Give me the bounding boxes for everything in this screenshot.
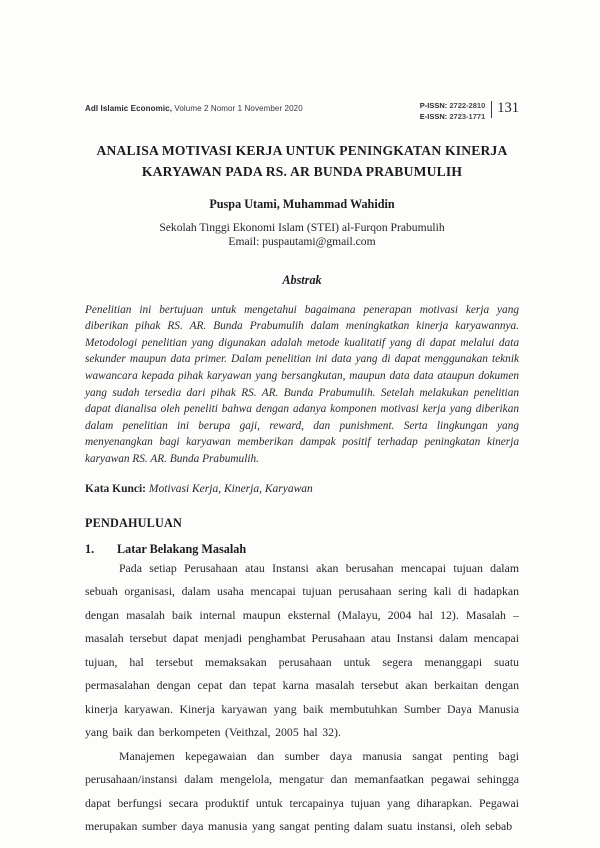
- abstract-text: Penelitian ini bertujuan untuk mengetahui bagaimana penerapan motivasi kerja yang diberikan pihak RS. AR. Bunda Prabumulih dalam meningkatkan kinerja karyawannya. Metodologi penelitian yang digunakan adalah metode kualitatif yang di dapat melalui data sekunder maupun data primer. Dalam penelitian ini data yang di dapat menggunakan teknik wawancara kepada pihak karyawan yang bersangkutan, maupun data data ataupun dokumen yang sudah tersedia dari pihak RS. AR. Bunda Prabumulih. Setelah melakukan penelitian dapat dianalisa oleh peneliti bahwa dengan adanya komponen motivasi kerja yang diberikan dalam penelitian ini berupa gaji, reward, dan punishment. Serta lingkungan yang menyenangkan bagi karyawan memberikan dampak positif terhadap peningkatan kinerja karyawan RS. AR. Bunda Prabumulih.: [85, 303, 519, 465]
- subsection-heading: [85, 542, 519, 557]
- affiliation: Sekolah Tinggi Ekonomi Islam (STEI) al-Furqon Prabumulih: [159, 220, 445, 234]
- issn-block: [420, 100, 519, 123]
- paper-title: ANALISA MOTIVASI KERJA UNTUK PENINGKATAN KINERJA KARYAWAN PADA RS. AR BUNDA PRABUMULIH: [96, 142, 508, 179]
- journal-issue: Volume 2 Nomor 1 November 2020: [174, 104, 303, 113]
- p-issn-line: [420, 100, 485, 111]
- issn-lines: [420, 100, 485, 123]
- keywords-value: Motivasi Kerja, Kinerja, Karyawan: [148, 482, 313, 495]
- page-content: [85, 100, 519, 839]
- page-number: 131: [497, 100, 519, 116]
- e-issn-value: 2723-1771: [449, 112, 486, 122]
- keywords-label: Kata Kunci:: [85, 482, 147, 495]
- e-issn-line: [420, 111, 485, 122]
- journal-info: [85, 100, 303, 113]
- running-header: [85, 100, 519, 123]
- body-paragraph: Manajemen kepegawaian dan sumber daya manusia sangat penting bagi perusahaan/instansi dalam mengelola, mengatur dan memanfaatkan pegawai sehingga dapat berfungsi secara produktif untuk tercapainya tujuan yang diharapkan. Pegawai merupakan sumber daya manusia yang sangat penting dalam suatu instansi, oleh sebab: [85, 748, 519, 834]
- journal-name: Adl Islamic Economic,: [85, 104, 173, 113]
- subsection-title: Latar Belakang Masalah: [117, 541, 247, 556]
- p-issn-label: P-ISSN:: [419, 101, 448, 110]
- p-issn-value: 2722-2810: [449, 101, 486, 110]
- e-issn-label: E-ISSN:: [419, 112, 448, 122]
- body-paragraph: Pada setiap Perusahaan atau Instansi akan berusahan mencapai tujuan dalam sebuah organisasi, dalam usaha mencapai tujuan perusahaan sering kali di hadapkan dengan masalah baik internal maupun eksternal (Malayu, 2004 hal 12). Masalah – masalah tersebut dapat menjadi penghambat Perusahaan atau Instansi dalam mencapai tujuan, hal tersebut memaksakan perusahaan untuk segera menanggapi suatu permasalahan dengan cepat dan tepat karna masalah tersebut akan berkaitan dengan kinerja karyawan. Kinerja karyawan yang baik membutuhkan Sumber Daya Manusia yang baik dan berkompeten (Veithzal, 2005 hal 32).: [85, 560, 519, 740]
- section-heading-pendahuluan: PENDAHULUAN: [85, 515, 182, 530]
- abstract-heading: Abstrak: [282, 272, 322, 287]
- authors: Puspa Utami, Muhammad Wahidin: [209, 196, 395, 211]
- author-email: Email: puspautami@gmail.com: [228, 235, 376, 249]
- subsection-number: 1.: [85, 541, 95, 556]
- header-divider: [491, 101, 492, 118]
- keywords-line: [85, 483, 519, 495]
